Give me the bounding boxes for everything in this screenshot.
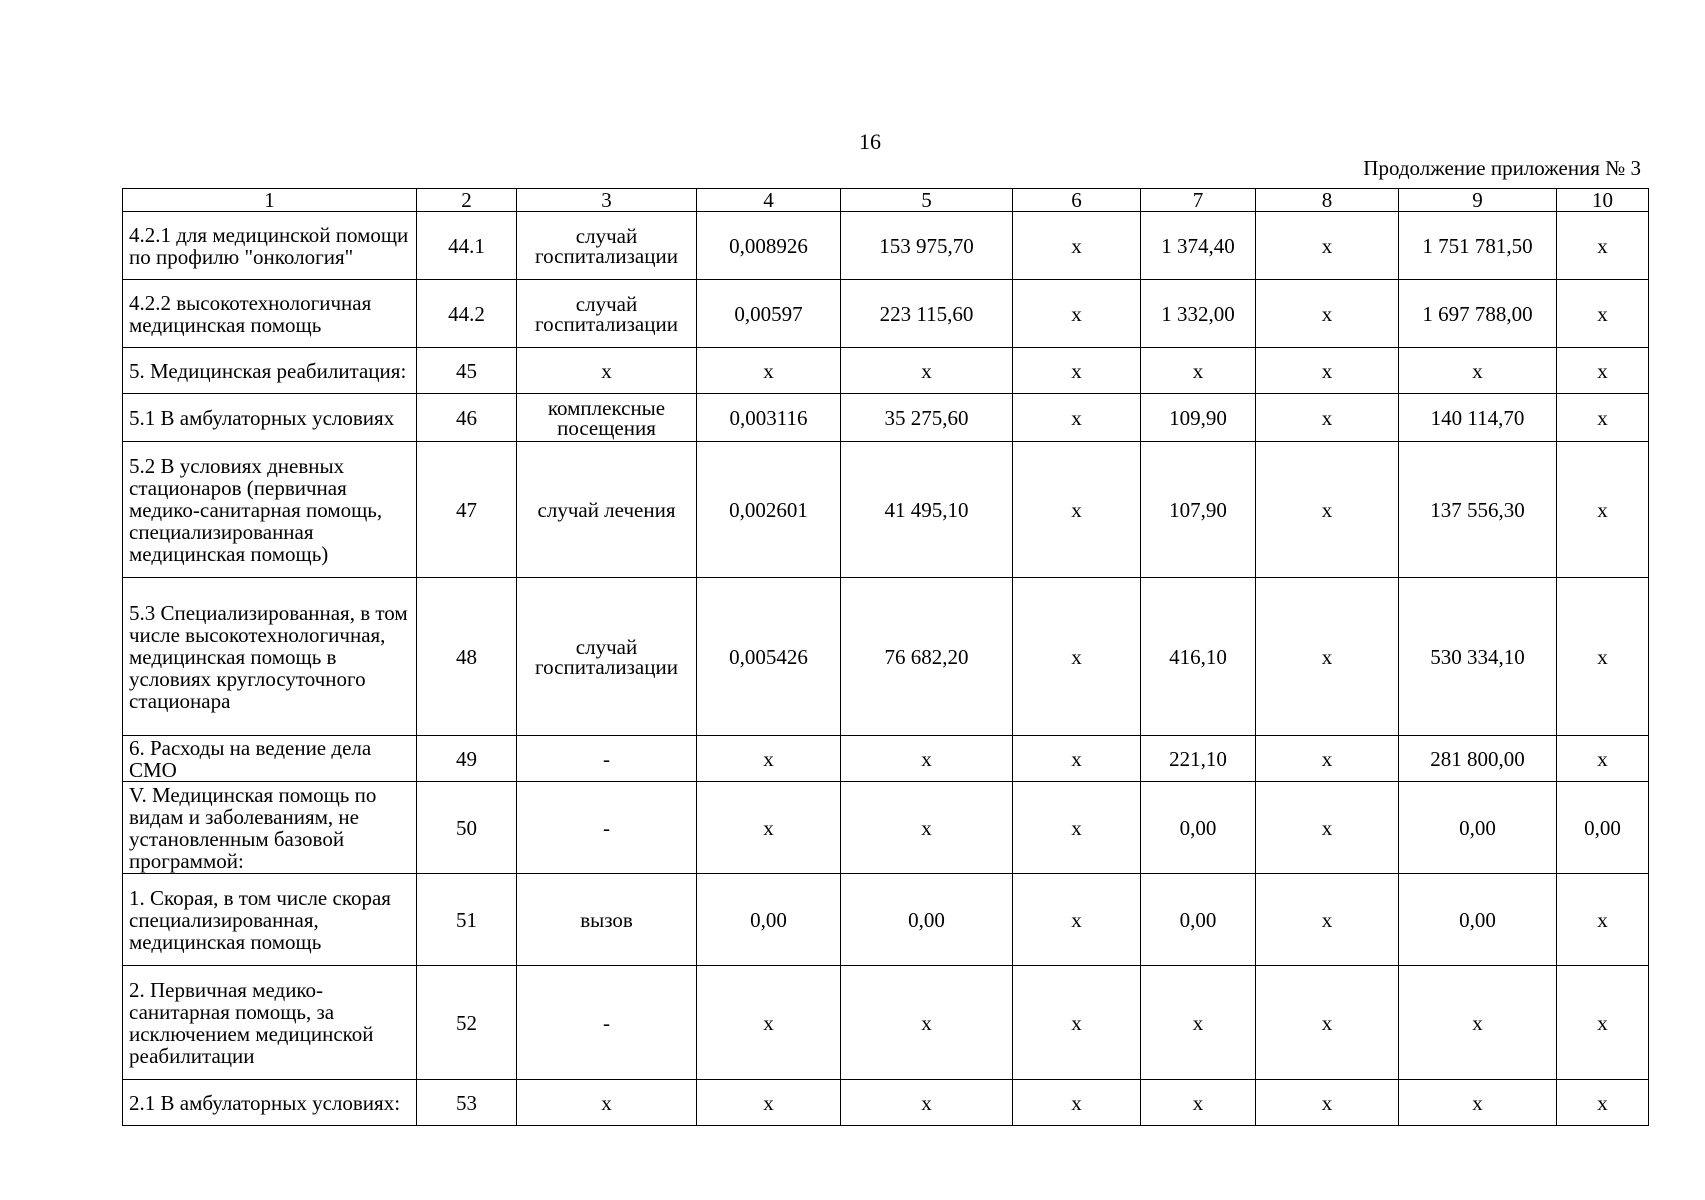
row-cell-6: х (1013, 212, 1141, 280)
row-unit: случай госпитализации (517, 578, 697, 736)
row-cell-10: х (1557, 394, 1649, 442)
row-unit: - (517, 782, 697, 874)
row-cell-7: 416,10 (1141, 578, 1256, 736)
row-cell-5: 41 495,10 (841, 442, 1013, 578)
row-name: 5.1 В амбулаторных условиях (123, 394, 417, 442)
row-line-number: 45 (417, 348, 517, 394)
row-name: 5. Медицинская реабилитация: (123, 348, 417, 394)
table-row (123, 578, 1649, 736)
row-cell-7: 1 374,40 (1141, 212, 1256, 280)
row-line-number: 46 (417, 394, 517, 442)
row-name: 2. Первичная медико-санитарная помощь, за исключением медицинской реабилитации (123, 966, 417, 1080)
row-cell-5: 35 275,60 (841, 394, 1013, 442)
row-cell-7: 221,10 (1141, 736, 1256, 782)
row-cell-8: х (1256, 578, 1399, 736)
column-header: 2 (417, 189, 517, 212)
row-cell-4: 0,00 (697, 874, 841, 966)
row-cell-5: х (841, 348, 1013, 394)
row-unit: - (517, 736, 697, 782)
row-line-number: 44.2 (417, 280, 517, 348)
row-cell-4: 0,003116 (697, 394, 841, 442)
row-cell-4: х (697, 966, 841, 1080)
column-number-row (123, 189, 1649, 212)
row-line-number: 53 (417, 1080, 517, 1126)
row-name: 4.2.1 для медицинской помощи по профилю "онкология" (123, 212, 417, 280)
row-cell-7: х (1141, 1080, 1256, 1126)
column-header: 10 (1557, 189, 1649, 212)
table-row (123, 1080, 1649, 1126)
row-cell-9: 0,00 (1399, 874, 1557, 966)
row-cell-9: 530 334,10 (1399, 578, 1557, 736)
row-name: 1. Скорая, в том числе скорая специализированная, медицинская помощь (123, 874, 417, 966)
row-cell-8: х (1256, 874, 1399, 966)
page-number: 16 (859, 129, 881, 154)
row-cell-8: х (1256, 442, 1399, 578)
row-cell-4: х (697, 348, 841, 394)
row-cell-9: 0,00 (1399, 782, 1557, 874)
row-cell-6: х (1013, 348, 1141, 394)
column-header: 4 (697, 189, 841, 212)
row-cell-6: х (1013, 782, 1141, 874)
row-cell-5: 153 975,70 (841, 212, 1013, 280)
row-cell-10: х (1557, 874, 1649, 966)
row-cell-4: 0,005426 (697, 578, 841, 736)
row-cell-5: х (841, 736, 1013, 782)
row-line-number: 49 (417, 736, 517, 782)
row-cell-8: х (1256, 782, 1399, 874)
row-cell-5: 76 682,20 (841, 578, 1013, 736)
row-cell-6: х (1013, 1080, 1141, 1126)
row-cell-9: х (1399, 966, 1557, 1080)
row-cell-9: 1 751 781,50 (1399, 212, 1557, 280)
row-cell-4: х (697, 736, 841, 782)
row-cell-8: х (1256, 1080, 1399, 1126)
row-cell-6: х (1013, 874, 1141, 966)
row-name: 2.1 В амбулаторных условиях: (123, 1080, 417, 1126)
row-cell-9: 1 697 788,00 (1399, 280, 1557, 348)
table-row (123, 966, 1649, 1080)
row-line-number: 47 (417, 442, 517, 578)
row-cell-10: х (1557, 1080, 1649, 1126)
row-cell-6: х (1013, 736, 1141, 782)
table-row (123, 394, 1649, 442)
row-cell-5: х (841, 782, 1013, 874)
row-unit: вызов (517, 874, 697, 966)
table-row (123, 736, 1649, 782)
row-cell-5: 223 115,60 (841, 280, 1013, 348)
row-cell-10: х (1557, 442, 1649, 578)
row-unit: х (517, 1080, 697, 1126)
table-row (123, 348, 1649, 394)
row-cell-10: х (1557, 578, 1649, 736)
data-table (122, 188, 1649, 1126)
row-unit: комплексные посещения (517, 394, 697, 442)
row-cell-4: 0,002601 (697, 442, 841, 578)
column-header: 6 (1013, 189, 1141, 212)
continuation-label: Продолжение приложения № 3 (1363, 156, 1641, 180)
row-unit: случай госпитализации (517, 212, 697, 280)
row-cell-6: х (1013, 442, 1141, 578)
row-name: V. Медицинская помощь по видам и заболеваниям, не установленным базовой программой: (123, 782, 417, 874)
row-unit: случай госпитализации (517, 280, 697, 348)
row-cell-7: 107,90 (1141, 442, 1256, 578)
row-name: 4.2.2 высокотехнологичная медицинская помощь (123, 280, 417, 348)
row-cell-5: х (841, 966, 1013, 1080)
row-cell-8: х (1256, 736, 1399, 782)
row-cell-9: х (1399, 348, 1557, 394)
row-line-number: 50 (417, 782, 517, 874)
row-cell-8: х (1256, 394, 1399, 442)
row-unit: х (517, 348, 697, 394)
row-cell-4: х (697, 782, 841, 874)
row-line-number: 44.1 (417, 212, 517, 280)
row-cell-6: х (1013, 394, 1141, 442)
row-name: 5.3 Специализированная, в том числе высокотехнологичная, медицинская помощь в условиях круглосуточного стационара (123, 578, 417, 736)
table-row (123, 442, 1649, 578)
row-cell-6: х (1013, 578, 1141, 736)
row-cell-9: 281 800,00 (1399, 736, 1557, 782)
row-cell-7: 0,00 (1141, 874, 1256, 966)
column-header: 8 (1256, 189, 1399, 212)
table-row (123, 212, 1649, 280)
row-cell-6: х (1013, 280, 1141, 348)
row-cell-6: х (1013, 966, 1141, 1080)
column-header: 5 (841, 189, 1013, 212)
row-name: 5.2 В условиях дневных стационаров (первичная медико-санитарная помощь, специализированная медицинская помощь) (123, 442, 417, 578)
row-cell-8: х (1256, 212, 1399, 280)
row-cell-4: 0,008926 (697, 212, 841, 280)
row-cell-5: 0,00 (841, 874, 1013, 966)
row-cell-7: х (1141, 348, 1256, 394)
row-cell-9: 140 114,70 (1399, 394, 1557, 442)
column-header: 1 (123, 189, 417, 212)
row-cell-7: х (1141, 966, 1256, 1080)
row-cell-4: х (697, 1080, 841, 1126)
table-row (123, 874, 1649, 966)
row-cell-9: х (1399, 1080, 1557, 1126)
row-cell-7: 1 332,00 (1141, 280, 1256, 348)
row-cell-8: х (1256, 280, 1399, 348)
row-cell-10: х (1557, 280, 1649, 348)
row-cell-7: 109,90 (1141, 394, 1256, 442)
row-cell-8: х (1256, 966, 1399, 1080)
row-cell-10: х (1557, 966, 1649, 1080)
row-cell-8: х (1256, 348, 1399, 394)
row-cell-10: х (1557, 736, 1649, 782)
row-cell-10: х (1557, 348, 1649, 394)
table-row (123, 280, 1649, 348)
row-unit: случай лечения (517, 442, 697, 578)
row-cell-10: х (1557, 212, 1649, 280)
row-cell-7: 0,00 (1141, 782, 1256, 874)
row-cell-10: 0,00 (1557, 782, 1649, 874)
table-row (123, 782, 1649, 874)
column-header: 9 (1399, 189, 1557, 212)
row-line-number: 51 (417, 874, 517, 966)
row-cell-9: 137 556,30 (1399, 442, 1557, 578)
row-name: 6. Расходы на ведение дела СМО (123, 736, 417, 782)
row-line-number: 52 (417, 966, 517, 1080)
column-header: 3 (517, 189, 697, 212)
row-cell-5: х (841, 1080, 1013, 1126)
row-cell-4: 0,00597 (697, 280, 841, 348)
row-line-number: 48 (417, 578, 517, 736)
column-header: 7 (1141, 189, 1256, 212)
row-unit: - (517, 966, 697, 1080)
